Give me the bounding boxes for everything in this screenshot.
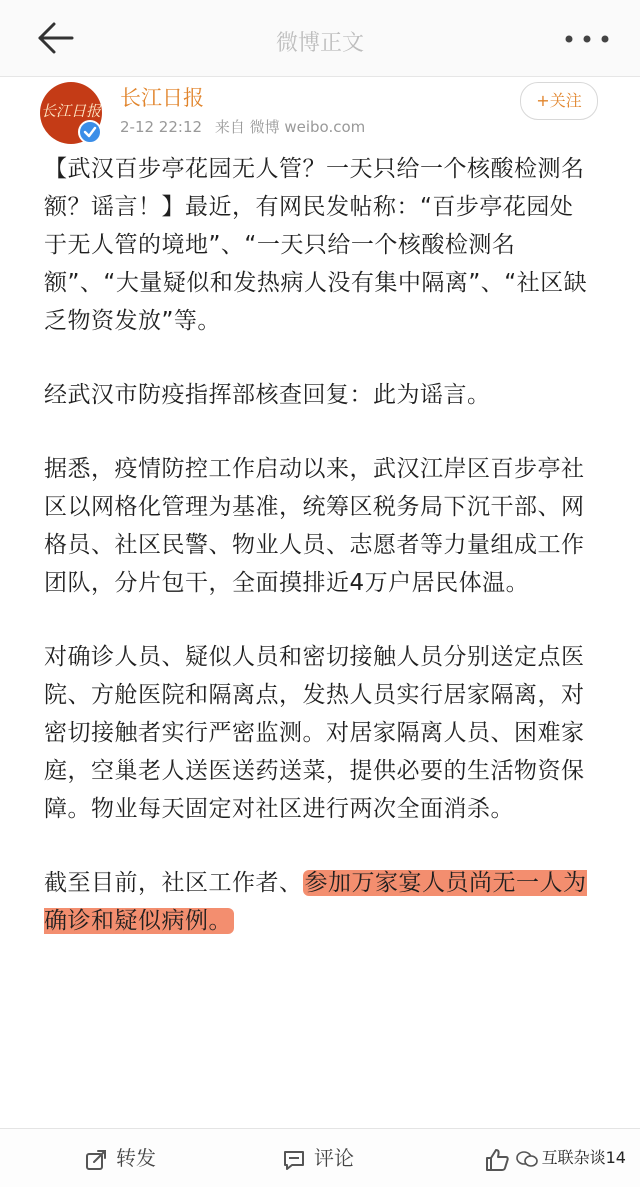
paragraph-4: 对确诊人员、疑似人员和密切接触人员分别送定点医院、方舱医院和隔离点，发热人员实行居家隔离，对密切接触者实行严密监测。对居家隔离人员、困难家庭，空巢老人送医送药送菜，提供必要的生活物资保障。物业每天固定对社区进行两次全面消杀。	[44, 644, 585, 822]
thumbs-up-icon	[484, 1147, 510, 1173]
repost-button[interactable]	[84, 1129, 156, 1187]
top-nav-bar	[0, 0, 640, 77]
account-tag-label: 互联杂谈14	[541, 1148, 626, 1167]
paragraph-3: 据悉，疫情防控工作启动以来，武汉江岸区百步亭社区以网格化管理为基准，统筹区税务局下沉干部、网格员、社区民警、物业人员、志愿者等力量组成工作团队，分片包干，全面摸排近4万户居民体温。	[44, 456, 585, 596]
account-watermark	[516, 1145, 626, 1168]
avatar-logo-text: 长江日报	[40, 102, 101, 120]
comment-icon	[282, 1148, 306, 1172]
wechat-icon	[516, 1150, 538, 1168]
bottom-action-bar	[0, 1128, 640, 1187]
paragraph-2: 经武汉市防疫指挥部核查回复：此为谣言。	[44, 382, 491, 408]
repost-icon	[84, 1148, 108, 1172]
author-row	[0, 76, 640, 146]
paragraph-1: 【武汉百步亭花园无人管？一天只给一个核酸检测名额？谣言！】最近，有网民发帖称：“百步亭花园处于无人管的境地”、“一天只给一个核酸检测名额”、“大量疑似和发热病人没有集中隔离”、“社区缺乏物资发放”等。	[44, 156, 588, 334]
paragraph-5-start: 截至目前，社区工作者、	[44, 870, 303, 896]
paragraph-5	[44, 864, 596, 940]
follow-button[interactable]: +关注	[520, 82, 598, 120]
post-body	[44, 150, 596, 976]
post-source: 来自 微博 weibo.com	[214, 118, 366, 136]
repost-label: 转发	[116, 1146, 156, 1170]
like-button[interactable]	[484, 1129, 518, 1187]
post-timestamp: 2-12 22:12	[120, 118, 203, 136]
page-title: 微博正文	[275, 31, 364, 56]
author-name[interactable]: 长江日报	[120, 86, 204, 110]
comment-button[interactable]	[282, 1129, 354, 1187]
verified-badge-icon	[78, 120, 102, 144]
comment-label: 评论	[314, 1146, 354, 1170]
post-meta	[120, 116, 365, 137]
highlighted-text: 参加万家宴人员尚无一人为确诊和疑似病例。	[44, 870, 587, 934]
more-options-icon[interactable]	[564, 34, 610, 44]
